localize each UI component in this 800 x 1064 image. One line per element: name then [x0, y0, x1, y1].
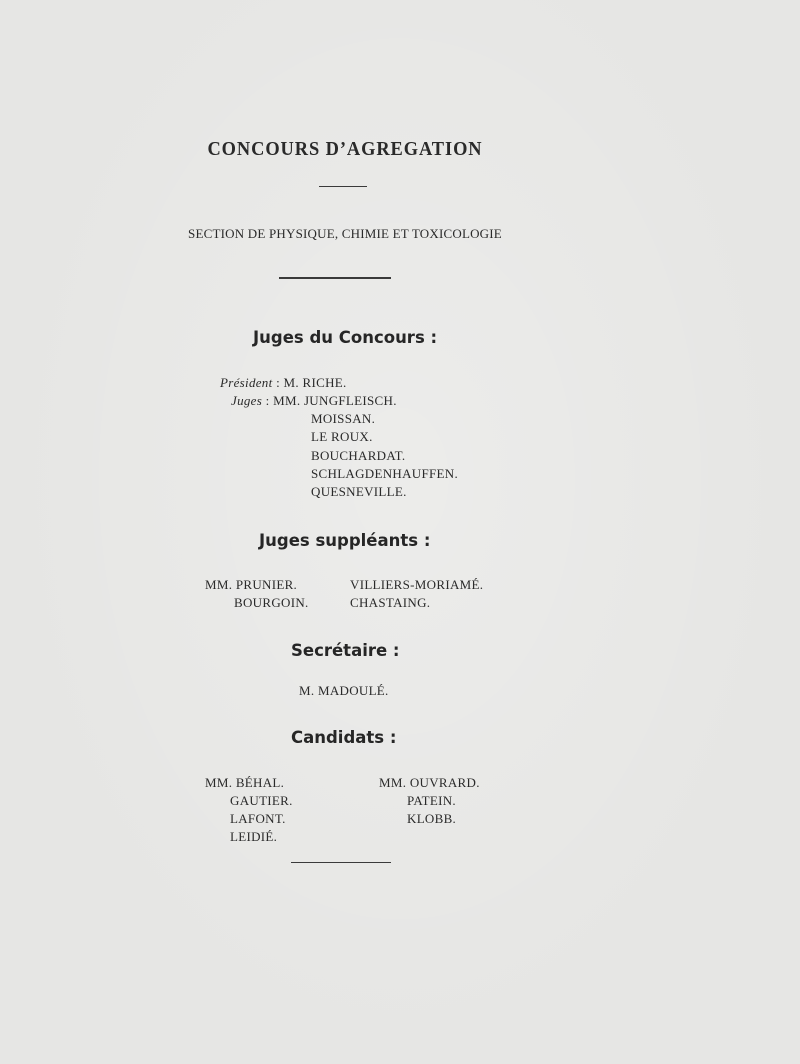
candidates-left-prefix: MM. [205, 775, 236, 790]
section-title: SECTION DE PHYSIQUE, CHIMIE ET TOXICOLOGIE [188, 226, 502, 241]
secretary-name: M. MADOULÉ. [299, 683, 389, 698]
judge-name: QUESNEVILLE. [311, 484, 407, 499]
substitutes-prefix: MM. [205, 577, 236, 592]
judge-name: BOUCHARDAT. [311, 448, 406, 463]
judges-heading: Juges du Concours : [253, 328, 438, 347]
judges-sep: : MM. [262, 393, 304, 408]
substitute-line [205, 577, 297, 593]
candidate-name: PATEIN. [407, 793, 456, 808]
judge-name: LE ROUX. [311, 429, 373, 444]
candidate-name: OUVRARD. [409, 775, 480, 790]
president-name: RICHE. [302, 375, 347, 390]
president-line [220, 375, 347, 391]
candidates-right-prefix: MM. [379, 775, 410, 790]
section-divider [279, 277, 391, 279]
candidate-name: GAUTIER. [230, 793, 293, 808]
judge-name: SCHLAGDENHAUFFEN. [311, 466, 459, 481]
substitute-name: BOURGOIN. [234, 595, 309, 610]
president-sep: : M. [272, 375, 303, 390]
judge-name: MOISSAN. [311, 411, 376, 426]
candidate-name: LEIDIÉ. [230, 829, 278, 844]
substitute-name: CHASTAING. [350, 595, 431, 610]
candidate-name: KLOBB. [407, 811, 457, 826]
candidates-heading: Candidats : [291, 728, 397, 747]
secretary-heading: Secrétaire : [291, 641, 400, 660]
candidate-name: BÉHAL. [235, 775, 285, 790]
judges-line [231, 393, 397, 409]
judge-name: JUNGFLEISCH. [303, 393, 397, 408]
candidate-line [205, 775, 284, 791]
president-label: Président [220, 375, 273, 390]
title-divider [319, 186, 367, 187]
substitute-name: VILLIERS-MORIAMÉ. [350, 577, 484, 592]
candidate-line [379, 775, 480, 791]
candidate-name: LAFONT. [230, 811, 286, 826]
page-title: CONCOURS D’AGREGATION [207, 138, 483, 160]
closing-divider [291, 862, 391, 863]
judges-label: Juges [231, 393, 263, 408]
substitute-name: PRUNIER. [235, 577, 298, 592]
substitutes-heading: Juges suppléants : [259, 531, 431, 550]
